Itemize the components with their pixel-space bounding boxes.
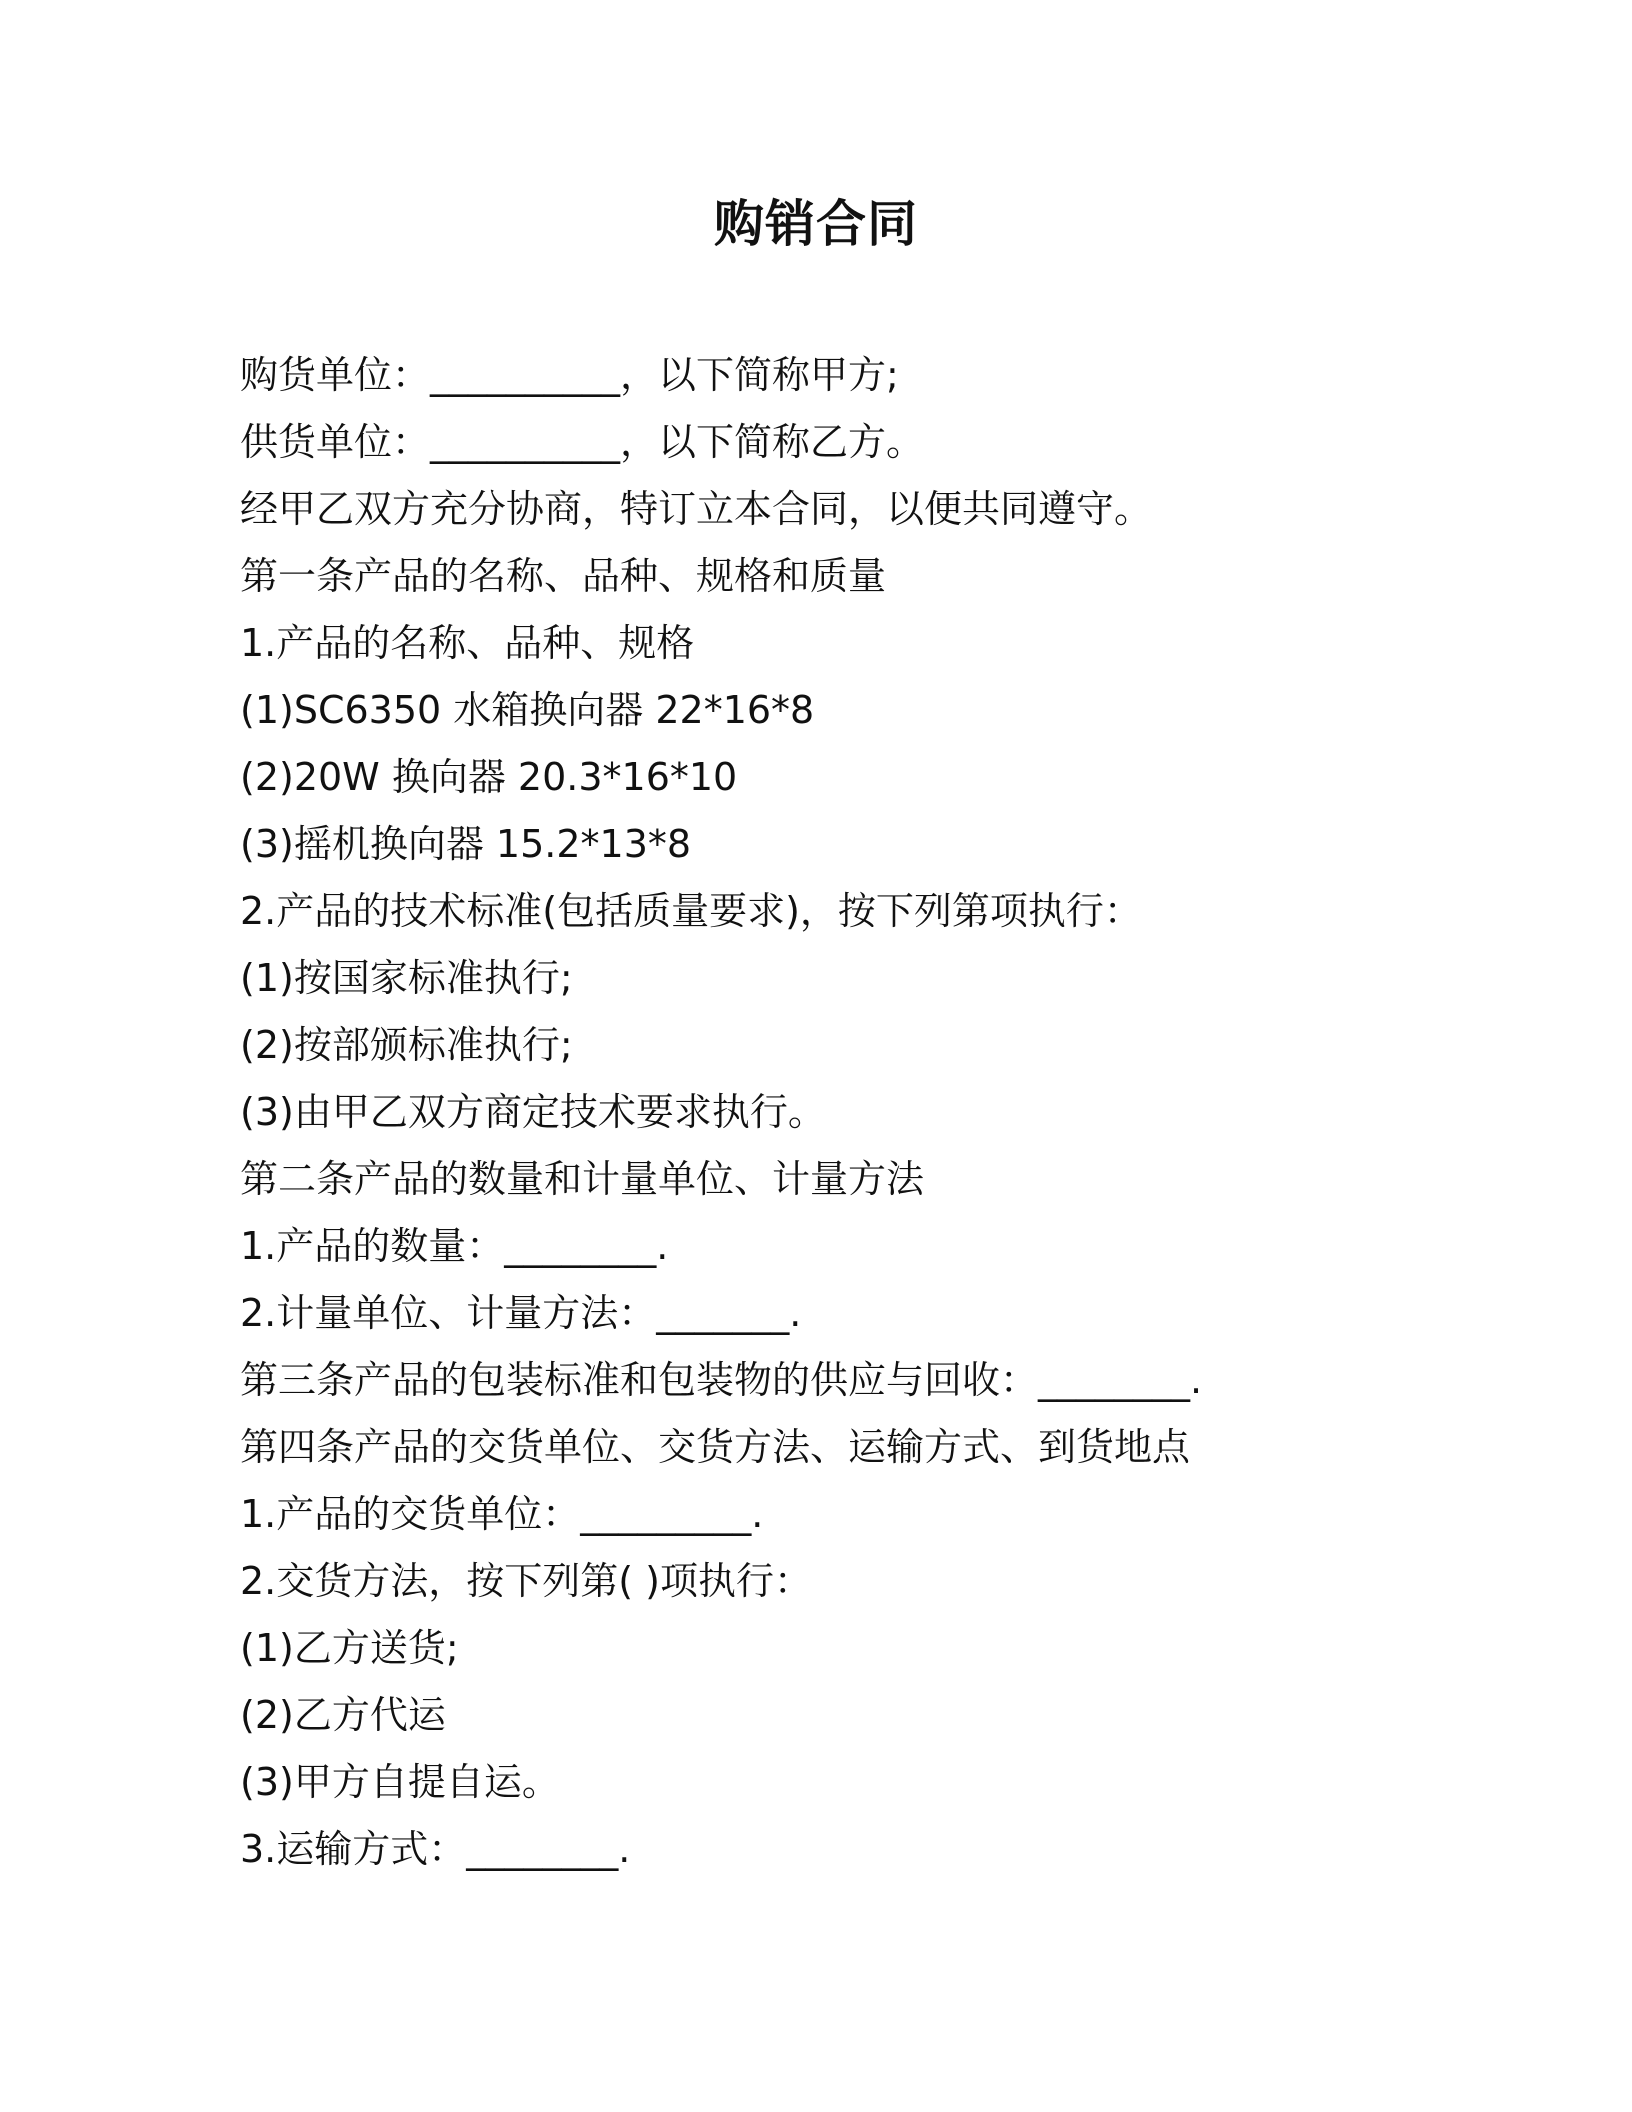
delivery-option-2: (2)乙方代运	[240, 1693, 446, 1737]
article-4-heading: 第四条产品的交货单位、交货方法、运输方式、到货地点	[240, 1425, 1191, 1469]
measurement-line: 2.计量单位、计量方法：_______.	[240, 1291, 802, 1335]
agreement-statement: 经甲乙双方充分协商，特订立本合同，以便共同遵守。	[240, 487, 1153, 531]
document-title: 购销合同	[714, 195, 918, 253]
standard-option-2: (2)按部颁标准执行;	[240, 1023, 573, 1067]
delivery-unit-line: 1.产品的交货单位：_________.	[240, 1492, 764, 1536]
article-3-heading: 第三条产品的包装标准和包装物的供应与回收：________.	[240, 1358, 1203, 1402]
delivery-option-3: (3)甲方自提自运。	[240, 1760, 560, 1804]
standard-option-1: (1)按国家标准执行;	[240, 956, 573, 1000]
quantity-line: 1.产品的数量：________.	[240, 1224, 669, 1268]
transport-method-line: 3.运输方式：________.	[240, 1827, 631, 1871]
supplier-line: 供货单位：__________，以下简称乙方。	[240, 420, 925, 464]
product-spec-1: (1)SC6350 水箱换向器 22*16*8	[240, 688, 815, 732]
product-spec-2: (2)20W 换向器 20.3*16*10	[240, 755, 738, 799]
article-1-heading: 第一条产品的名称、品种、规格和质量	[240, 554, 887, 598]
article-1-item-1: 1.产品的名称、品种、规格	[240, 621, 695, 665]
document-body	[240, 342, 1480, 1883]
buyer-line: 购货单位：__________，以下简称甲方;	[240, 353, 899, 397]
standard-option-3: (3)由甲乙双方商定技术要求执行。	[240, 1090, 826, 1134]
article-1-item-2: 2.产品的技术标准(包括质量要求)，按下列第项执行：	[240, 889, 1142, 933]
delivery-option-1: (1)乙方送货;	[240, 1626, 459, 1670]
delivery-method-line: 2.交货方法，按下列第( )项执行：	[240, 1559, 812, 1603]
product-spec-3: (3)摇机换向器 15.2*13*8	[240, 822, 692, 866]
article-2-heading: 第二条产品的数量和计量单位、计量方法	[240, 1157, 925, 1201]
